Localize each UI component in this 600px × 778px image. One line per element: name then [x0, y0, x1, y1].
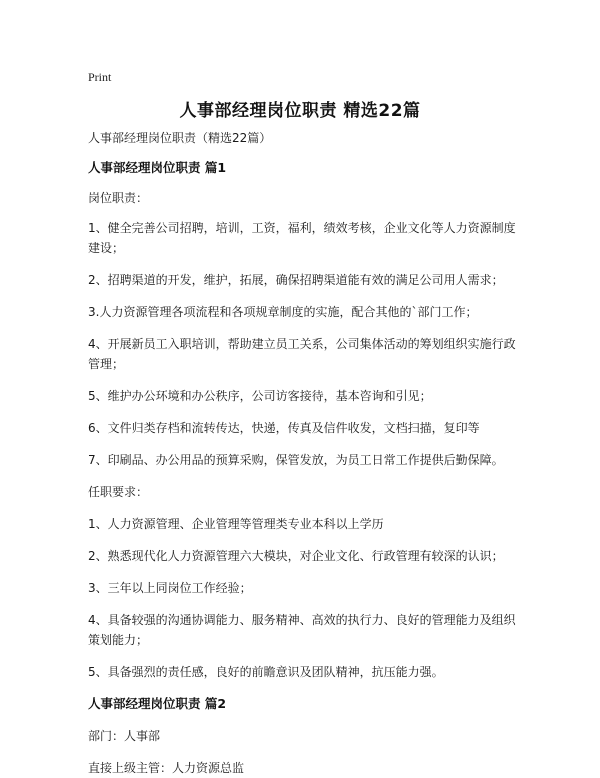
- duty-item: 5、维护办公环境和办公秩序，公司访客接待，基本咨询和引见；: [88, 389, 432, 403]
- requirement-item: 1、人力资源管理、企业管理等管理类专业本科以上学历: [88, 517, 384, 531]
- section-heading-2: 人事部经理岗位职责 篇2: [88, 696, 227, 711]
- duty-item: 3.人力资源管理各项流程和各项规章制度的实施，配合其他的`部门工作；: [88, 305, 478, 319]
- supervisor-line: 直接上级主管：人力资源总监: [88, 761, 245, 775]
- duty-item: 4、开展新员工入职培训，帮助建立员工关系，公司集体活动的筹划组织实施行政管理；: [88, 337, 516, 371]
- requirement-item: 5、具备强烈的责任感，良好的前瞻意识及团队精神，抗压能力强。: [88, 665, 444, 679]
- document-content: [88, 128, 516, 778]
- print-label: Print: [88, 70, 112, 84]
- requirement-item: 4、具备较强的沟通协调能力、服务精神、高效的执行力、良好的管理能力及组织策划能力；: [88, 613, 516, 647]
- department-line: 部门：人事部: [88, 729, 161, 743]
- duty-item: 7、印刷品、办公用品的预算采购，保管发放，为员工日常工作提供后勤保障。: [88, 453, 504, 467]
- section-heading-1: 人事部经理岗位职责 篇1: [88, 160, 227, 175]
- duties-label: 岗位职责：: [88, 191, 149, 205]
- duty-item: 6、文件归类存档和流转传达，快递，传真及信件收发，文档扫描，复印等: [88, 421, 480, 435]
- duty-item: 1、健全完善公司招聘，培训，工资，福利，绩效考核，企业文化等人力资源制度建设；: [88, 221, 516, 255]
- requirement-item: 2、熟悉现代化人力资源管理六大模块，对企业文化、行政管理有较深的认识；: [88, 549, 504, 563]
- subtitle: 人事部经理岗位职责（精选22篇）: [88, 131, 272, 145]
- document-title: 人事部经理岗位职责 精选22篇: [179, 101, 421, 121]
- duty-item: 2、招聘渠道的开发，维护，拓展，确保招聘渠道能有效的满足公司用人需求；: [88, 273, 504, 287]
- requirement-item: 3、三年以上同岗位工作经验；: [88, 581, 252, 595]
- requirements-label: 任职要求：: [88, 485, 149, 499]
